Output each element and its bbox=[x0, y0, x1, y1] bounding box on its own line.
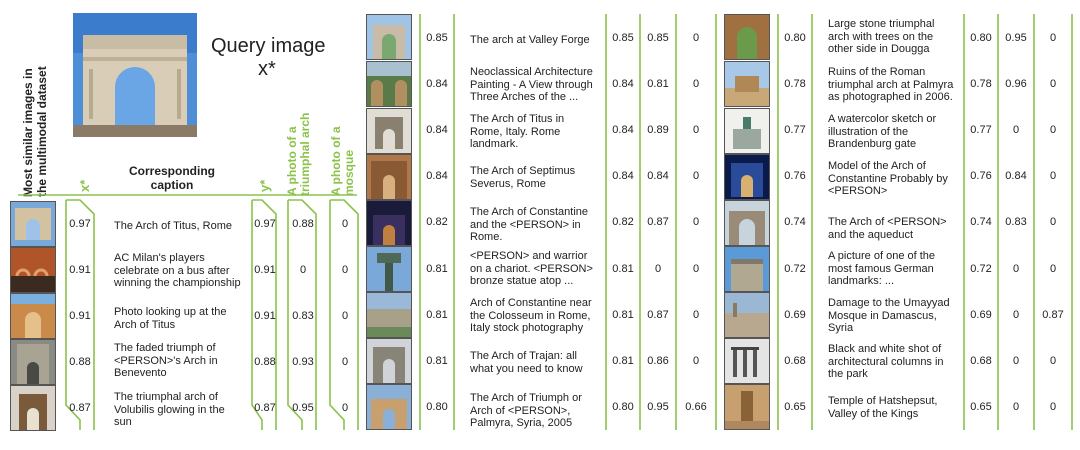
caption-line: The Arch of Constantine bbox=[470, 206, 589, 218]
query-title: Query image bbox=[211, 35, 326, 57]
caption-text bbox=[828, 297, 968, 335]
caption-line: Palmyra, Syria, 2005 bbox=[470, 417, 573, 429]
caption-text bbox=[470, 250, 608, 288]
y-score: 0.81 bbox=[612, 309, 634, 321]
caption-line: Syria bbox=[828, 322, 854, 334]
similarity-score: 0.88 bbox=[69, 356, 91, 368]
mosque-score: 0 bbox=[692, 78, 700, 90]
caption-text bbox=[828, 343, 968, 381]
caption-line: Benevento bbox=[114, 367, 167, 379]
caption-line: <PERSON>'s Arch in bbox=[114, 354, 218, 367]
result-thumbnail bbox=[366, 14, 412, 60]
y-score: 0.80 bbox=[970, 32, 992, 44]
caption-text bbox=[828, 395, 968, 420]
similarity-score: 0.81 bbox=[426, 355, 448, 367]
y-score: 0.91 bbox=[254, 264, 276, 276]
caption-line: landmark. bbox=[470, 138, 519, 150]
arch-score: 0.84 bbox=[1005, 170, 1027, 182]
caption-line: what you need to know bbox=[470, 362, 583, 375]
arch-score: 0.87 bbox=[647, 309, 669, 321]
caption-line: <PERSON> bbox=[828, 185, 888, 197]
similarity-score: 0.72 bbox=[784, 263, 806, 275]
caption-line: The triumphal arch of bbox=[114, 391, 218, 403]
arch-score: 0 bbox=[1012, 124, 1020, 136]
result-thumbnail bbox=[724, 292, 770, 338]
caption-text bbox=[114, 220, 254, 233]
mosque-score: 0 bbox=[341, 402, 349, 414]
caption-line: architectural columns in bbox=[828, 355, 944, 368]
side-header-line-1: Most similar images in bbox=[21, 68, 35, 197]
caption-line: Three Arches of the ... bbox=[470, 91, 579, 103]
mosque-score: 0 bbox=[1049, 78, 1057, 90]
caption-line: on a chariot. <PERSON> bbox=[470, 262, 593, 275]
mosque-score: 0 bbox=[341, 218, 349, 230]
caption-line: Severus, Rome bbox=[470, 177, 546, 190]
mosque-score: 0 bbox=[341, 356, 349, 368]
y-score: 0.65 bbox=[970, 401, 992, 413]
caption-text bbox=[470, 206, 608, 244]
result-thumbnail bbox=[724, 338, 770, 384]
arch-score: 0 bbox=[299, 264, 307, 276]
caption-text bbox=[470, 113, 608, 151]
caption-line: Damage to the Umayyad bbox=[828, 297, 950, 309]
header-x-star: x* bbox=[77, 179, 92, 192]
caption-line: landmarks: ... bbox=[828, 275, 895, 287]
arch-score: 0 bbox=[654, 263, 662, 275]
caption-line: Arch of Constantine near bbox=[470, 297, 592, 309]
arch-score: 0.96 bbox=[1005, 78, 1027, 90]
caption-line: sun bbox=[114, 416, 132, 428]
caption-line: Arch of <PERSON>, bbox=[470, 404, 571, 417]
caption-text bbox=[114, 342, 254, 380]
caption-line: Constantine Probably by bbox=[828, 172, 948, 185]
caption-line: triumphal arch at Palmyra bbox=[828, 78, 954, 91]
header-mosque bbox=[330, 126, 356, 196]
result-thumbnail bbox=[366, 61, 412, 107]
caption-text bbox=[470, 392, 608, 430]
caption-line: Neoclassical Architecture bbox=[470, 66, 593, 78]
arch-score: 0.93 bbox=[292, 356, 314, 368]
result-thumbnail bbox=[724, 154, 770, 200]
y-score: 0.72 bbox=[970, 263, 992, 275]
arch-score: 0 bbox=[1012, 401, 1020, 413]
mosque-score: 0 bbox=[341, 264, 349, 276]
header-arch-line-1: A photo of a bbox=[285, 126, 299, 196]
caption-text bbox=[470, 297, 608, 335]
caption-line: the Colosseum in Rome, bbox=[470, 309, 591, 322]
caption-line: AC Milan's players bbox=[114, 252, 205, 264]
caption-line: other side in Dougga bbox=[828, 43, 930, 55]
similarity-score: 0.80 bbox=[426, 401, 448, 413]
y-score: 0.85 bbox=[612, 32, 634, 44]
result-thumbnail bbox=[10, 339, 56, 385]
caption-line: Large stone triumphal bbox=[828, 18, 935, 30]
caption-line: The faded triumph of bbox=[114, 342, 216, 354]
caption-line: Brandenburg gate bbox=[828, 138, 917, 150]
result-thumbnail bbox=[366, 384, 412, 430]
header-arch-line-2: triumphal arch bbox=[298, 112, 312, 196]
mosque-score: 0 bbox=[341, 310, 349, 322]
query-image bbox=[73, 13, 197, 137]
similarity-score: 0.78 bbox=[784, 78, 806, 90]
y-score: 0.77 bbox=[970, 124, 992, 136]
mosque-score: 0 bbox=[692, 124, 700, 136]
y-score: 0.76 bbox=[970, 170, 992, 182]
arch-score: 0.83 bbox=[292, 310, 314, 322]
result-thumbnail bbox=[10, 385, 56, 431]
arch-score: 0.81 bbox=[647, 78, 669, 90]
y-score: 0.84 bbox=[612, 170, 634, 182]
mosque-score: 0 bbox=[1049, 263, 1057, 275]
similarity-score: 0.91 bbox=[69, 264, 91, 276]
mosque-score: 0 bbox=[1049, 355, 1057, 367]
caption-text bbox=[828, 113, 968, 151]
caption-line: <PERSON> and warrior bbox=[470, 250, 588, 262]
caption-line: The Arch of Triumph or bbox=[470, 392, 582, 404]
caption-text bbox=[470, 66, 608, 104]
similarity-score: 0.76 bbox=[784, 170, 806, 182]
caption-text bbox=[828, 216, 968, 241]
arch-score: 0.88 bbox=[292, 218, 314, 230]
header-mosque-line-2: mosque bbox=[342, 149, 356, 196]
caption-line: A picture of one of the bbox=[828, 250, 936, 262]
caption-text bbox=[470, 350, 608, 375]
y-score: 0.82 bbox=[612, 216, 634, 228]
y-score: 0.97 bbox=[254, 218, 276, 230]
mosque-score: 0 bbox=[1049, 32, 1057, 44]
caption-text bbox=[470, 165, 608, 190]
y-score: 0.88 bbox=[254, 356, 276, 368]
caption-line: the park bbox=[828, 368, 868, 380]
mosque-score: 0 bbox=[1049, 401, 1057, 413]
similarity-score: 0.69 bbox=[784, 309, 806, 321]
mosque-score: 0 bbox=[1049, 124, 1057, 136]
caption-line: The Arch of Trajan: all bbox=[470, 350, 577, 362]
result-thumbnail bbox=[10, 201, 56, 247]
caption-line: Italy stock photography bbox=[470, 322, 584, 334]
mosque-score: 0 bbox=[692, 170, 700, 182]
caption-text bbox=[828, 160, 968, 198]
result-thumbnail bbox=[724, 246, 770, 292]
side-header bbox=[21, 66, 49, 197]
arch-score: 0 bbox=[1012, 263, 1020, 275]
y-score: 0.81 bbox=[612, 355, 634, 367]
caption-line: Ruins of the Roman bbox=[828, 66, 926, 78]
caption-line: The Arch of Titus, Rome bbox=[114, 220, 232, 232]
mosque-score: 0 bbox=[692, 32, 700, 44]
arch-score: 0 bbox=[1012, 309, 1020, 321]
arch-score: 0.89 bbox=[647, 124, 669, 136]
caption-text bbox=[470, 34, 608, 47]
header-caption-line-2: caption bbox=[150, 178, 194, 192]
caption-line: Photo looking up at the bbox=[114, 306, 227, 318]
y-score: 0.68 bbox=[970, 355, 992, 367]
y-score: 0.91 bbox=[254, 310, 276, 322]
caption-line: as photographed in 2006. bbox=[828, 91, 953, 103]
caption-text bbox=[114, 306, 254, 331]
y-score: 0.87 bbox=[254, 402, 276, 414]
y-score: 0.78 bbox=[970, 78, 992, 90]
mosque-score: 0 bbox=[692, 216, 700, 228]
similarity-score: 0.65 bbox=[784, 401, 806, 413]
y-score: 0.84 bbox=[612, 124, 634, 136]
caption-line: bronze statue atop ... bbox=[470, 275, 574, 287]
caption-line: illustration of the bbox=[828, 125, 909, 138]
similarity-score: 0.77 bbox=[784, 124, 806, 136]
result-thumbnail bbox=[366, 246, 412, 292]
caption-line: The Arch of <PERSON> bbox=[828, 216, 947, 228]
arch-score: 0.86 bbox=[647, 355, 669, 367]
query-symbol: x* bbox=[258, 58, 276, 80]
result-thumbnail bbox=[366, 292, 412, 338]
similarity-score: 0.84 bbox=[426, 170, 448, 182]
caption-line: A watercolor sketch or bbox=[828, 113, 937, 125]
caption-text bbox=[114, 391, 254, 429]
similarity-score: 0.74 bbox=[784, 216, 806, 228]
caption-line: Rome. bbox=[470, 231, 503, 243]
y-score: 0.69 bbox=[970, 309, 992, 321]
mosque-score: 0 bbox=[1049, 216, 1057, 228]
caption-line: The arch at Valley Forge bbox=[470, 34, 590, 46]
caption-text bbox=[828, 250, 968, 288]
mosque-score: 0 bbox=[692, 263, 700, 275]
similarity-score: 0.81 bbox=[426, 309, 448, 321]
y-score: 0.80 bbox=[612, 401, 634, 413]
result-thumbnail bbox=[724, 61, 770, 107]
result-thumbnail bbox=[366, 338, 412, 384]
caption-line: Model of the Arch of bbox=[828, 160, 926, 172]
caption-line: The Arch of Titus in bbox=[470, 113, 565, 125]
arch-score: 0.85 bbox=[647, 32, 669, 44]
similarity-score: 0.80 bbox=[784, 32, 806, 44]
caption-text bbox=[828, 18, 968, 56]
y-score: 0.81 bbox=[612, 263, 634, 275]
arch-score: 0.95 bbox=[292, 402, 314, 414]
caption-line: Valley of the Kings bbox=[828, 407, 919, 420]
result-thumbnail bbox=[724, 200, 770, 246]
result-thumbnail bbox=[366, 200, 412, 246]
mosque-score: 0 bbox=[692, 309, 700, 321]
result-thumbnail bbox=[724, 108, 770, 154]
caption-line: most famous German bbox=[828, 262, 934, 275]
similarity-score: 0.87 bbox=[69, 402, 91, 414]
side-header-line-2: the multimodal dataset bbox=[35, 66, 49, 197]
caption-line: Volubilis glowing in the bbox=[114, 403, 225, 416]
header-caption bbox=[110, 164, 234, 192]
header-arch bbox=[286, 113, 312, 196]
caption-line: Painting - A View through bbox=[470, 78, 593, 91]
caption-line: celebrate on a bus after bbox=[114, 264, 230, 277]
mosque-score: 0 bbox=[1049, 170, 1057, 182]
mosque-score: 0 bbox=[692, 355, 700, 367]
arch-score: 0.95 bbox=[647, 401, 669, 413]
caption-line: Arch of Titus bbox=[114, 318, 176, 331]
caption-text bbox=[828, 66, 968, 104]
caption-line: Mosque in Damascus, bbox=[828, 309, 937, 322]
similarity-score: 0.68 bbox=[784, 355, 806, 367]
y-score: 0.74 bbox=[970, 216, 992, 228]
arch-score: 0.84 bbox=[647, 170, 669, 182]
similarity-score: 0.81 bbox=[426, 263, 448, 275]
similarity-score: 0.97 bbox=[69, 218, 91, 230]
result-thumbnail bbox=[366, 108, 412, 154]
result-thumbnail bbox=[724, 14, 770, 60]
caption-line: The Arch of Septimus bbox=[470, 165, 576, 177]
header-y-star: y* bbox=[257, 179, 272, 192]
result-thumbnail bbox=[10, 247, 56, 293]
caption-line: Rome, Italy. Rome bbox=[470, 125, 561, 138]
caption-line: Black and white shot of bbox=[828, 343, 942, 355]
similarity-score: 0.82 bbox=[426, 216, 448, 228]
arch-score: 0.87 bbox=[647, 216, 669, 228]
similarity-score: 0.84 bbox=[426, 78, 448, 90]
caption-line: and the aqueduct bbox=[828, 228, 914, 241]
caption-line: and the <PERSON> in bbox=[470, 218, 581, 231]
caption-text bbox=[114, 252, 254, 290]
caption-line: winning the championship bbox=[114, 277, 241, 289]
result-thumbnail bbox=[724, 384, 770, 430]
header-caption-line-1: Corresponding bbox=[129, 164, 215, 178]
result-thumbnail bbox=[366, 154, 412, 200]
header-mosque-line-1: A photo of a bbox=[329, 126, 343, 196]
caption-line: arch with trees on the bbox=[828, 30, 934, 43]
mosque-score: 0.87 bbox=[1042, 309, 1064, 321]
arch-score: 0 bbox=[1012, 355, 1020, 367]
result-thumbnail bbox=[10, 293, 56, 339]
arch-score: 0.83 bbox=[1005, 216, 1027, 228]
arch-score: 0.95 bbox=[1005, 32, 1027, 44]
similarity-score: 0.85 bbox=[426, 32, 448, 44]
caption-line: Temple of Hatshepsut, bbox=[828, 395, 938, 407]
similarity-score: 0.91 bbox=[69, 310, 91, 322]
y-score: 0.84 bbox=[612, 78, 634, 90]
similarity-score: 0.84 bbox=[426, 124, 448, 136]
mosque-score: 0.66 bbox=[685, 401, 707, 413]
